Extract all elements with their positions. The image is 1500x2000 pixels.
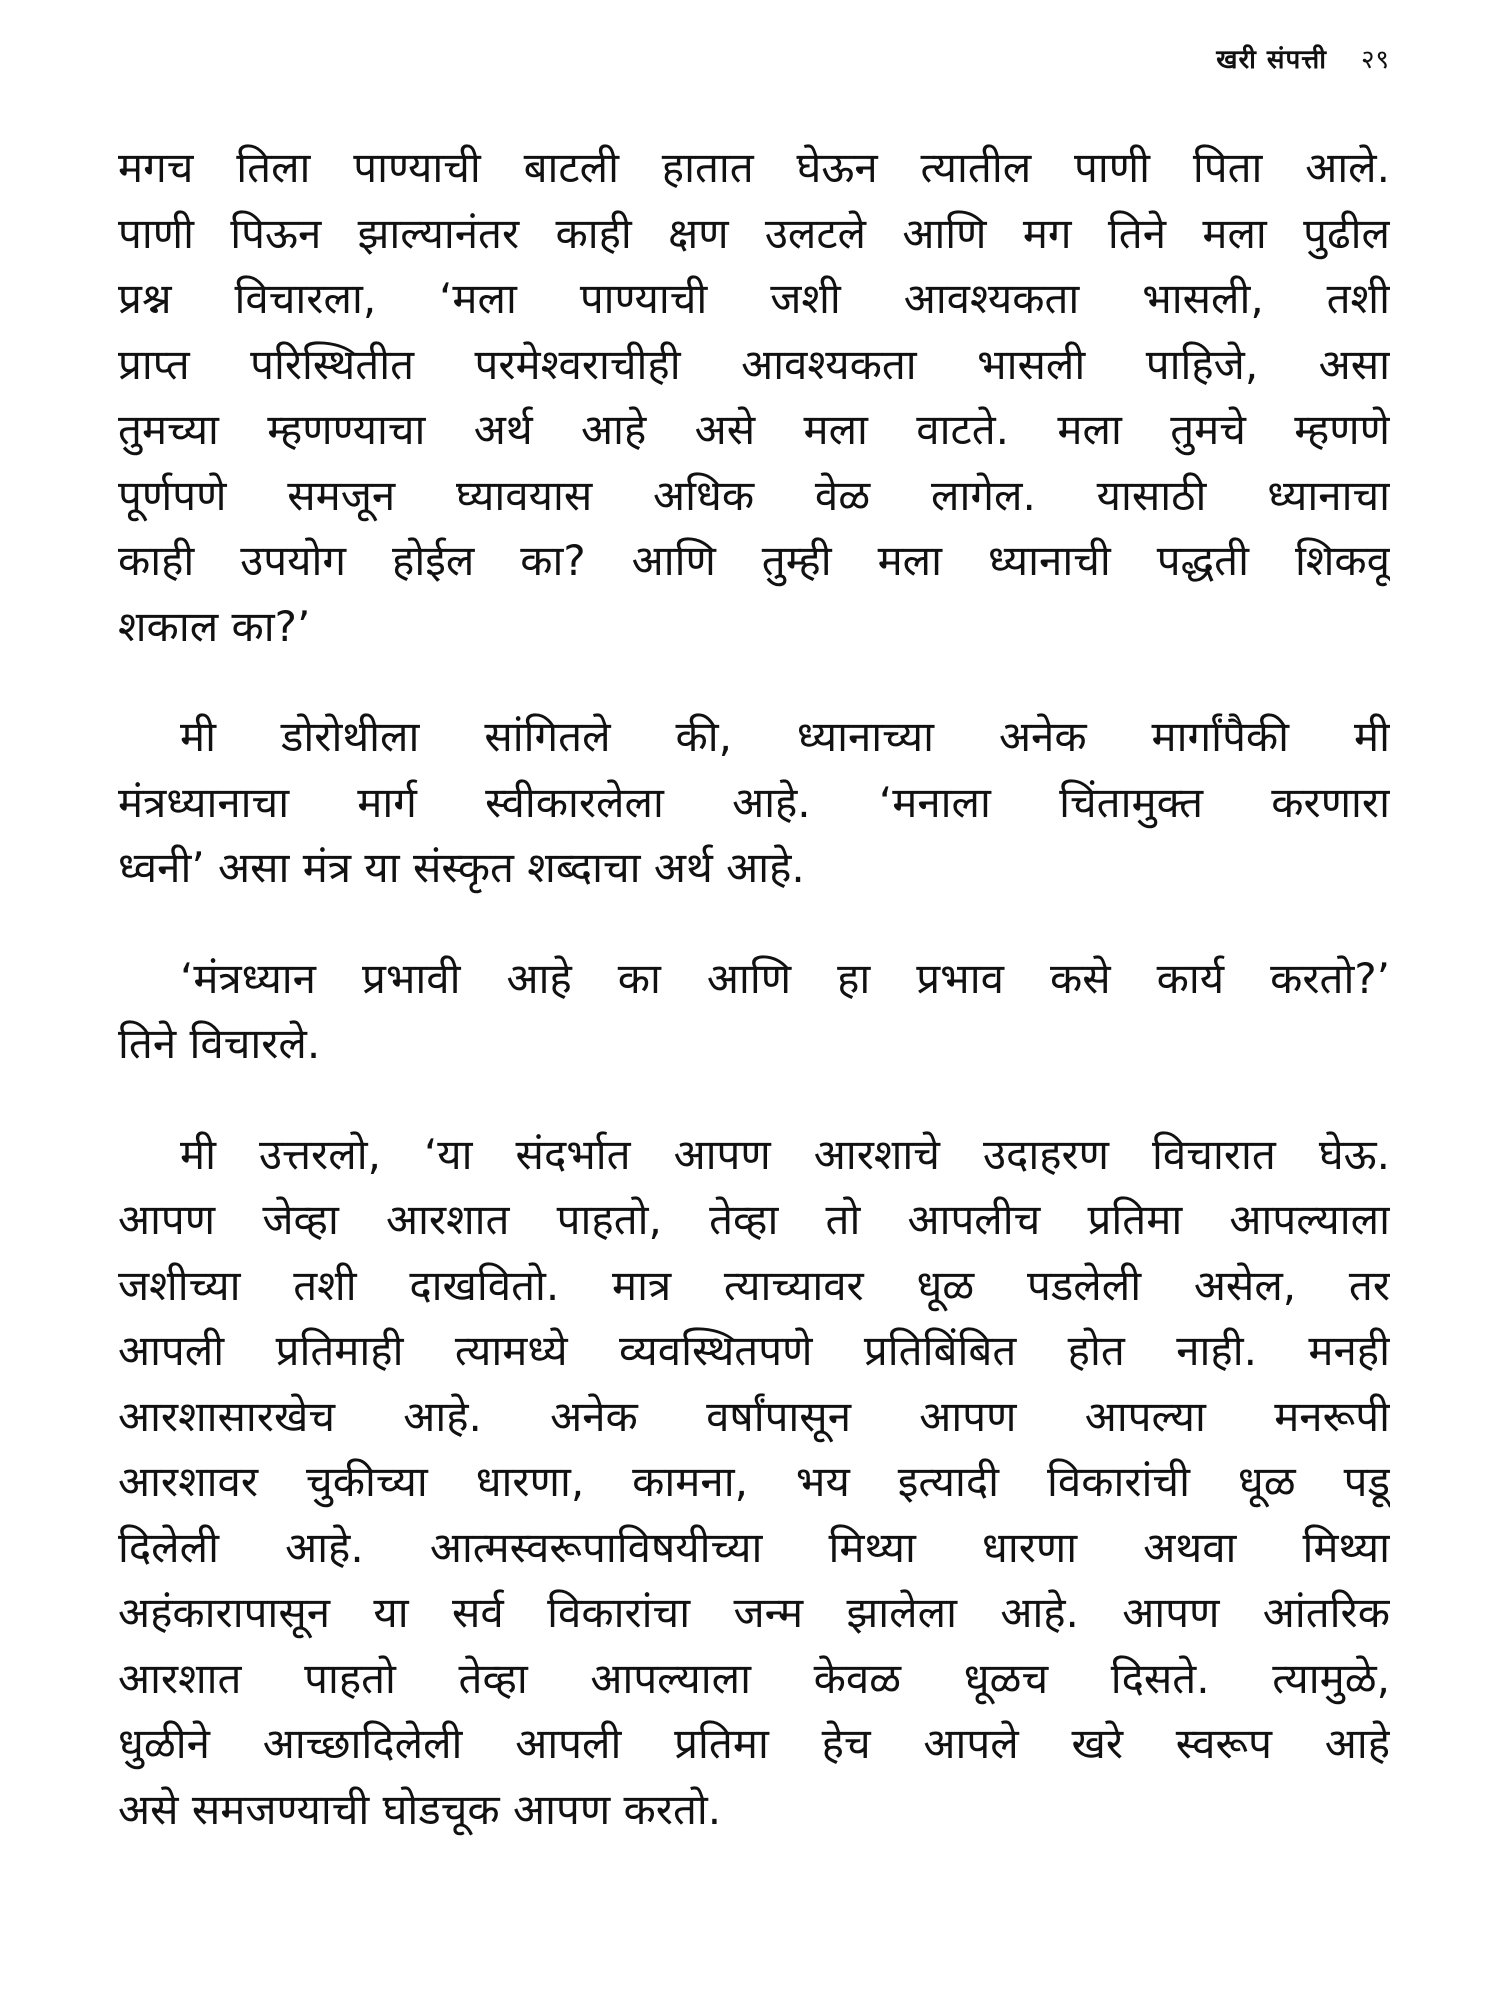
text-line: असे समजण्याची घोडचूक आपण करतो. (118, 1784, 722, 1834)
text-line: तिने विचारले. (118, 1019, 321, 1068)
text-line: दिलेली आहे. आत्मस्वरूपाविषयीच्या मिथ्या धारणा अथवा मिथ्या (118, 1522, 1390, 1572)
paragraph-4 (118, 1122, 1390, 1843)
text-line: आरशासारखेच आहे. अनेक वर्षांपासून आपण आपल्या मनरूपी (118, 1391, 1390, 1441)
body-text (118, 135, 1390, 1842)
paragraph-2 (118, 704, 1390, 901)
text-line: धुळीने आच्छादिलेली आपली प्रतिमा हेच आपले खरे स्वरूप आहे (118, 1719, 1390, 1768)
text-line: पूर्णपणे समजून घ्यावयास अधिक वेळ लागेल. यासाठी ध्यानाचा (118, 470, 1390, 520)
text-line: तुमच्या म्हणण्याचा अर्थ आहे असे मला वाटते. मला तुमचे म्हणणे (118, 405, 1390, 454)
text-line: आपली प्रतिमाही त्यामध्ये व्यवस्थितपणे प्रतिबिंबित होत नाही. मनही (118, 1326, 1390, 1375)
paragraph-3 (118, 946, 1390, 1077)
text-line: काही उपयोग होईल का? आणि तुम्ही मला ध्यानाची पद्धती शिकवू (118, 536, 1390, 585)
text-line: पाणी पिऊन झाल्यानंतर काही क्षण उलटले आणि मग तिने मला पुढील (118, 208, 1390, 258)
paragraph-gap (118, 1077, 1390, 1122)
text-line: शकाल का?’ (118, 601, 311, 651)
paragraph-gap (118, 901, 1390, 946)
text-line: मंत्रध्यानाचा मार्ग स्वीकारलेला आहे. ‘मनाला चिंतामुक्त करणारा (118, 777, 1390, 827)
text-line: ध्वनी’ असा मंत्र या संस्कृत शब्दाचा अर्थ आहे. (118, 843, 805, 892)
running-header (1216, 40, 1390, 76)
text-line: जशीच्या तशी दाखवितो. मात्र त्याच्यावर धूळ पडलेली असेल, तर (118, 1260, 1390, 1310)
running-title: खरी संपत्ती (1216, 45, 1327, 75)
page-number: २९ (1360, 45, 1390, 75)
text-line: आरशावर चुकीच्या धारणा, कामना, भय इत्यादी विकारांची धूळ पडू (118, 1457, 1390, 1506)
text-line: मगच तिला पाण्याची बाटली हातात घेऊन त्यातील पाणी पिता आले. (118, 143, 1390, 192)
paragraph-1 (118, 135, 1390, 659)
text-line: मी उत्तरलो, ‘या संदर्भात आपण आरशाचे उदाहरण विचारात घेऊ. (180, 1129, 1390, 1179)
text-line: आरशात पाहतो तेव्हा आपल्याला केवळ धूळच दिसते. त्यामुळे, (118, 1653, 1390, 1703)
text-line: आपण जेव्हा आरशात पाहतो, तेव्हा तो आपलीच प्रतिमा आपल्याला (118, 1195, 1390, 1244)
text-line: अहंकारापासून या सर्व विकारांचा जन्म झालेला आहे. आपण आंतरिक (118, 1588, 1390, 1637)
text-line: मी डोरोथीला सांगितले की, ध्यानाच्या अनेक मार्गांपैकी मी (180, 712, 1390, 761)
paragraph-gap (118, 659, 1390, 704)
text-line: प्रश्न विचारला, ‘मला पाण्याची जशी आवश्यकता भासली, तशी (118, 274, 1390, 323)
text-line: ‘मंत्रध्यान प्रभावी आहे का आणि हा प्रभाव कसे कार्य करतो?’ (180, 953, 1390, 1003)
text-line: प्राप्त परिस्थितीत परमेश्वराचीही आवश्यकता भासली पाहिजे, असा (118, 339, 1390, 389)
